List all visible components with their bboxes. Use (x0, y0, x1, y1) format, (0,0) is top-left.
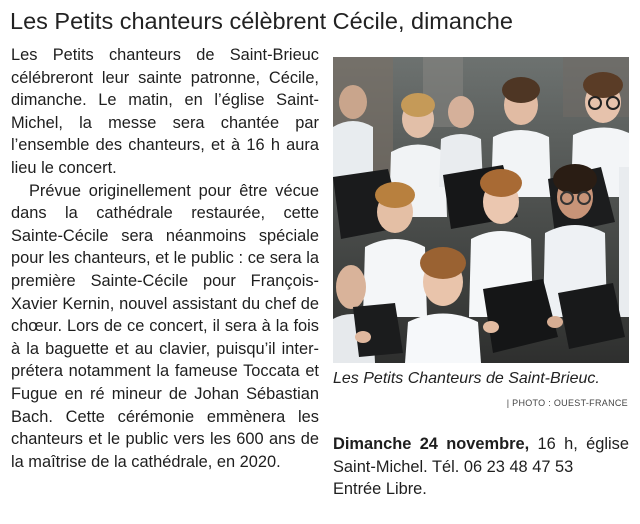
headline: Les Petits chanteurs célèbrent Cécile, dimanche (10, 8, 513, 34)
paragraph-2: Prévue originellement pour être vécue dans la cathédrale restaurée, cette Sainte-Cécile sera néanmoins spéciale pour les chanteurs, et le public : ce sera la première Sainte-Cécile pour François-Xavier Kernin, nouvel assistant du chef de chœur. Lors de ce concert, il sera à la fois à la baguette et au clavier, puisqu’il interprétera notamment la fameuse Toccata et Fugue en ré mineur de Johan Sébastian Bach. Cette cérémonie emmènera les chanteurs et le public vers les 600 ans de la maîtrise de la cathédrale, en 2020. (11, 181, 319, 471)
photo-credit: | PHOTO : OUEST-FRANCE (506, 398, 628, 408)
event-date: Dimanche 24 novembre, (333, 435, 530, 453)
article-body (11, 44, 319, 473)
event-info (333, 433, 629, 501)
event-details: 16 h, église Saint-Michel. Tél. 06 23 48 47 53 (333, 435, 629, 476)
photo-caption: Les Petits Chanteurs de Saint-Brieuc. (333, 370, 600, 387)
choir-photo (333, 57, 629, 363)
paragraph-1: Les Petits chanteurs de Saint-Brieuc célébreront leur sainte patronne, Cécile, dimanche. Le matin, en l’église Saint-Michel, la messe sera chantée par l’ensemble des chanteurs, et à 16 h aura lieu le concert. (11, 46, 319, 177)
event-entry: Entrée Libre. (333, 480, 427, 499)
